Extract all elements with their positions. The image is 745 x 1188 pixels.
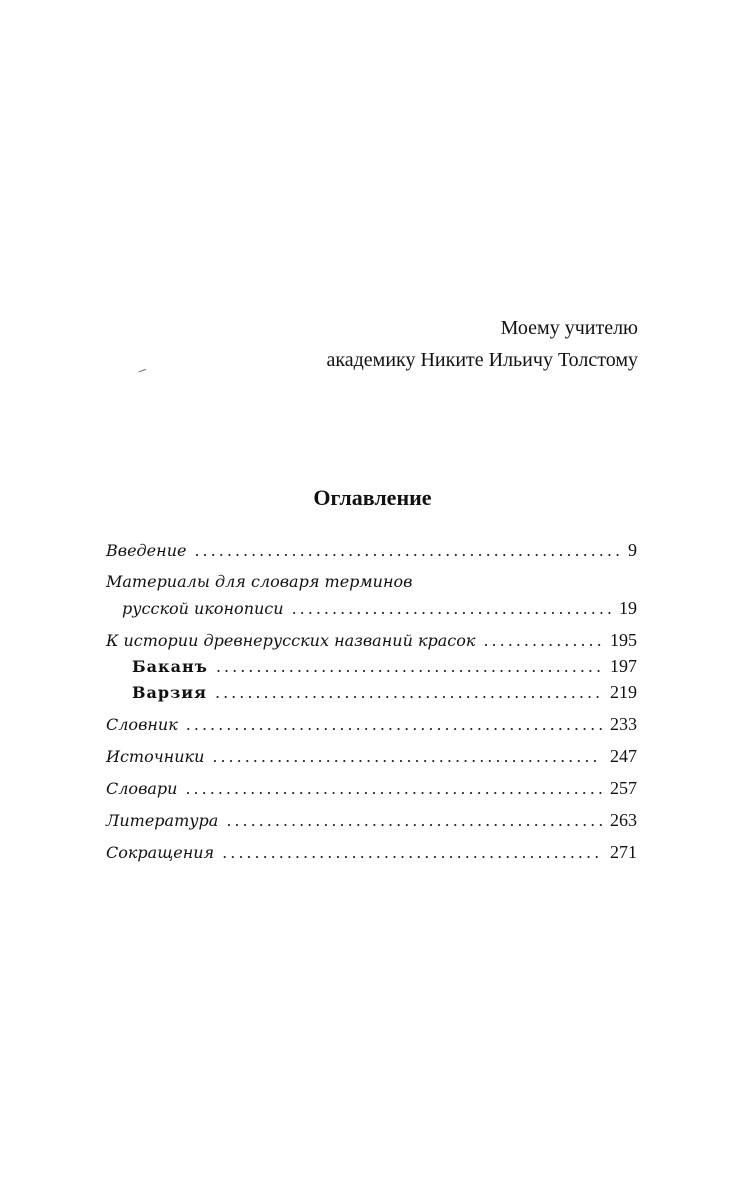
toc-entry-literature[interactable]	[106, 810, 637, 836]
dedication	[326, 312, 638, 376]
dedication-line-2: академику Никите Ильичу Толстому	[326, 349, 638, 371]
toc-entry-slovnik[interactable]	[106, 714, 637, 740]
toc-entry-title: Введение	[106, 541, 187, 560]
toc-heading: Оглавление	[313, 485, 432, 510]
toc-leader-dots	[186, 715, 602, 734]
toc-leader-dots	[216, 657, 602, 676]
toc-entry-page: 195	[610, 630, 637, 650]
toc-entry-history[interactable]	[106, 630, 637, 656]
toc-leader-dots	[215, 683, 602, 702]
toc-entry-page: 271	[610, 842, 637, 862]
toc-leader-dots	[222, 843, 602, 862]
toc-entry-title: Сокращения	[106, 843, 215, 862]
toc-entry-title: К истории древнерусских названий красок	[106, 631, 476, 650]
toc-entry-sources[interactable]	[106, 746, 637, 772]
dedication-line-1: Моему учителю	[500, 317, 638, 339]
toc-entry-page: 257	[610, 778, 637, 798]
print-speck	[138, 369, 147, 376]
toc-entry-title: Баканъ	[132, 657, 208, 676]
toc-entry-abbreviations[interactable]	[106, 842, 637, 868]
toc-entry-dictionaries[interactable]	[106, 778, 637, 804]
toc-leader-dots	[212, 747, 602, 766]
table-of-contents	[106, 540, 637, 868]
toc-leader-dots	[185, 779, 602, 798]
toc-entry-page: 233	[610, 714, 637, 734]
toc-entry-page: 247	[610, 746, 637, 766]
toc-entry-title: Словник	[106, 715, 178, 734]
toc-entry-title: Источники	[106, 747, 205, 766]
toc-entry-materials-line1[interactable]	[106, 572, 637, 598]
toc-entry-varziya[interactable]	[106, 682, 637, 708]
toc-entry-title-continuation: русской иконописи	[122, 599, 284, 618]
toc-entry-materials-line2[interactable]	[106, 598, 637, 624]
toc-entry-title: Словари	[106, 779, 178, 798]
toc-entry-page: 263	[610, 810, 637, 830]
toc-entry-page: 197	[610, 656, 637, 676]
toc-entry-title: Варзия	[132, 683, 207, 702]
toc-leader-dots	[483, 631, 602, 650]
toc-leader-dots	[292, 599, 611, 618]
toc-entry-title: Литература	[106, 811, 219, 830]
toc-leader-dots	[194, 541, 620, 560]
toc-entry-page: 19	[619, 598, 637, 618]
toc-entry-page: 9	[628, 540, 637, 560]
toc-leader-dots	[226, 811, 602, 830]
toc-entry-bakan[interactable]	[106, 656, 637, 682]
toc-entry-introduction[interactable]	[106, 540, 637, 566]
toc-entry-page: 219	[610, 682, 637, 702]
toc-entry-title: Материалы для словаря терминов	[106, 572, 413, 591]
